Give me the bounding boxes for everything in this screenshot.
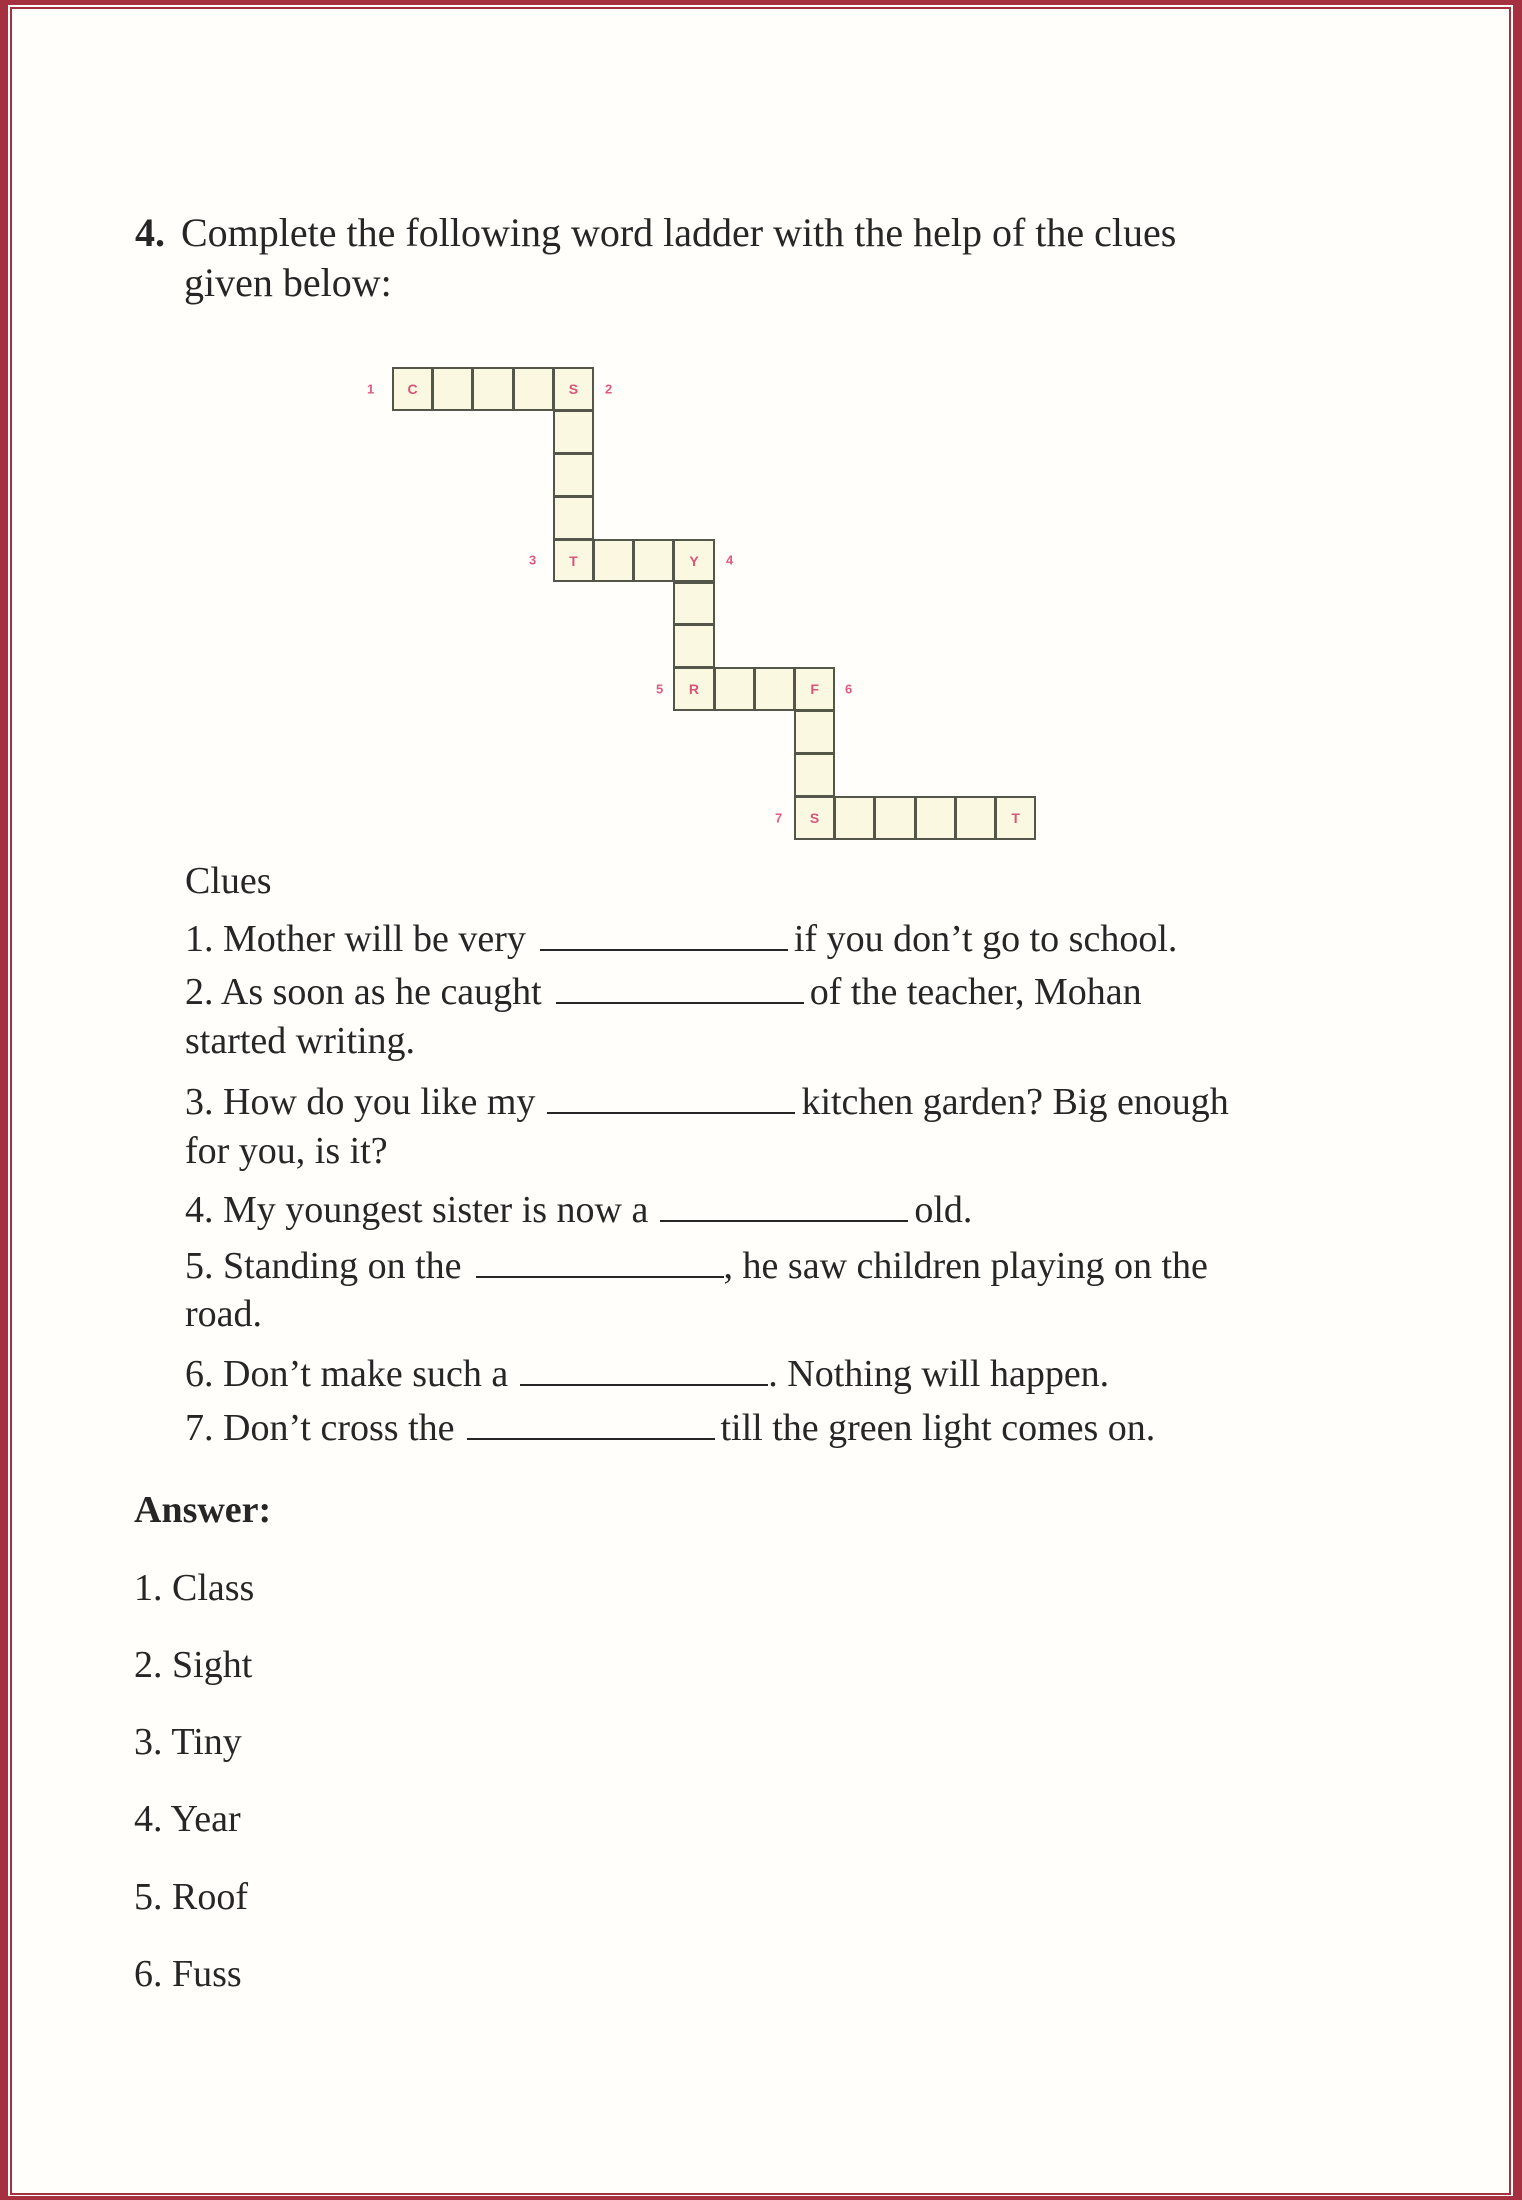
clue-text: 7. Don’t cross the	[185, 1407, 455, 1450]
clue-text: , he saw children playing on the	[723, 1245, 1208, 1288]
ladder-cell[interactable]	[714, 667, 755, 711]
ladder-cell[interactable]	[593, 539, 634, 583]
clue-3-cont: for you, is it?	[185, 1130, 388, 1172]
ladder-cell[interactable]	[834, 796, 875, 840]
clue-3	[185, 1078, 1229, 1124]
answer-item: 3. Tiny	[134, 1721, 242, 1763]
clue-5	[185, 1242, 1208, 1288]
ladder-cell[interactable]	[794, 710, 835, 754]
answer-blank[interactable]	[467, 1404, 715, 1440]
ladder-cell[interactable]	[754, 667, 795, 711]
question-number: 4.	[135, 210, 165, 255]
ladder-number-3: 3	[529, 552, 537, 568]
clue-text: till the green light comes on.	[720, 1407, 1156, 1450]
ladder-cell[interactable]: S	[794, 796, 835, 840]
ladder-cell[interactable]: F	[794, 667, 835, 711]
clue-text: if you don’t go to school.	[793, 918, 1178, 961]
answer-blank[interactable]	[476, 1242, 724, 1278]
ladder-number-6: 6	[845, 681, 853, 697]
ladder-cell[interactable]: R	[673, 667, 714, 711]
ladder-cell[interactable]	[673, 582, 714, 626]
ladder-cell[interactable]	[472, 367, 513, 411]
clue-text: 2. As soon as he caught	[185, 971, 542, 1014]
answer-item: 2. Sight	[134, 1644, 253, 1686]
question-heading-line1	[135, 210, 1177, 255]
ladder-cell[interactable]: T	[553, 539, 594, 583]
ladder-cell[interactable]: S	[553, 367, 594, 411]
ladder-number-4: 4	[726, 552, 734, 568]
ladder-cell[interactable]	[553, 496, 594, 540]
clue-text: kitchen garden? Big enough	[801, 1081, 1229, 1124]
clue-4	[185, 1186, 973, 1232]
answer-blank[interactable]	[540, 915, 788, 951]
clue-5-cont: road.	[185, 1293, 263, 1335]
ladder-cell[interactable]	[633, 539, 674, 583]
ladder-cell[interactable]: T	[995, 796, 1036, 840]
ladder-number-5: 5	[656, 681, 664, 697]
clue-text: 5. Standing on the	[185, 1245, 462, 1288]
ladder-cell[interactable]	[432, 367, 473, 411]
clue-text: old.	[914, 1189, 973, 1232]
ladder-cell[interactable]: C	[392, 367, 433, 411]
ladder-cell[interactable]	[553, 453, 594, 497]
clue-text: . Nothing will happen.	[768, 1353, 1110, 1396]
ladder-cell[interactable]	[794, 753, 835, 797]
ladder-cell[interactable]	[553, 410, 594, 454]
clue-text: of the teacher, Mohan	[809, 971, 1142, 1014]
clue-7	[185, 1404, 1156, 1450]
answer-item: 4. Year	[134, 1798, 241, 1840]
ladder-number-7: 7	[775, 810, 783, 826]
ladder-cell[interactable]: Y	[673, 539, 714, 583]
answer-blank[interactable]	[547, 1078, 795, 1114]
clue-text: 3. How do you like my	[185, 1081, 536, 1124]
ladder-cell[interactable]	[673, 624, 714, 668]
answer-title: Answer:	[134, 1489, 272, 1531]
answer-blank[interactable]	[556, 968, 804, 1004]
clue-2-cont: started writing.	[185, 1020, 416, 1062]
ladder-cell[interactable]	[915, 796, 956, 840]
answer-blank[interactable]	[660, 1186, 908, 1222]
clue-2	[185, 968, 1142, 1014]
question-heading-line2: given below:	[184, 260, 392, 305]
clue-text: 6. Don’t make such a	[185, 1353, 509, 1396]
ladder-cell[interactable]	[955, 796, 996, 840]
question-text: Complete the following word ladder with the help of the clues	[181, 210, 1177, 255]
answer-blank[interactable]	[520, 1350, 768, 1386]
ladder-cell[interactable]	[874, 796, 915, 840]
clue-1	[185, 915, 1178, 961]
ladder-number-2: 2	[605, 381, 613, 397]
answer-item: 5. Roof	[134, 1876, 248, 1918]
clue-6	[185, 1350, 1110, 1396]
answer-item: 1. Class	[134, 1567, 255, 1609]
clue-text: 4. My youngest sister is now a	[185, 1189, 649, 1232]
answer-item: 6. Fuss	[134, 1953, 242, 1995]
ladder-number-1: 1	[367, 381, 375, 397]
clues-title: Clues	[185, 860, 272, 902]
clue-text: 1. Mother will be very	[185, 918, 526, 961]
ladder-cell[interactable]	[513, 367, 554, 411]
